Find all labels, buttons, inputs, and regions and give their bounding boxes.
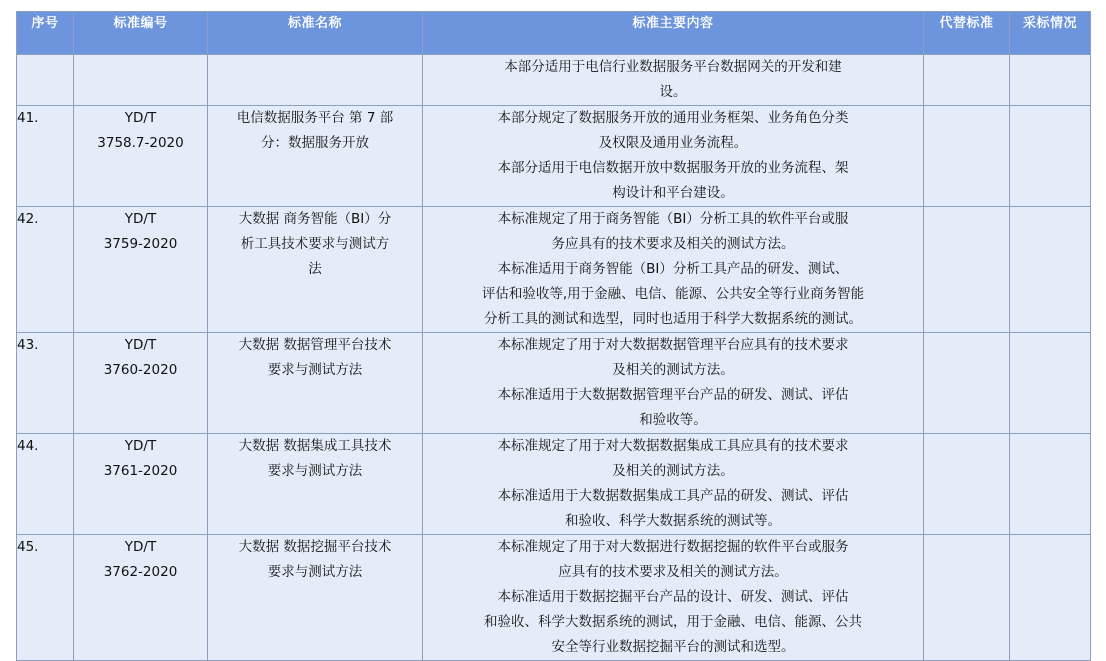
content-paragraph	[438, 207, 908, 257]
content-line: 及权限及通用业务流程。	[598, 135, 748, 151]
table-row	[17, 106, 1091, 207]
cell-standard-name	[208, 106, 423, 207]
cell-adoption-status	[1010, 333, 1091, 434]
cell-main-content	[423, 434, 924, 535]
cell-adoption-status	[1010, 535, 1091, 661]
content-line: 分析工具的测试和选型，同时也适用于科学大数据系统的测试。	[484, 311, 862, 327]
content-line: 安全等行业数据挖掘平台的测试和选型。	[551, 639, 795, 655]
content-line: 和验收、科学大数据系统的测试等。	[565, 513, 781, 529]
content-line: 构设计和平台建设。	[612, 185, 734, 201]
content-paragraph	[438, 585, 908, 660]
cell-main-content	[423, 535, 924, 661]
content-line: 本标准适用于大数据数据集成工具产品的研发、测试、评估	[497, 488, 849, 504]
standard-name-line: 电信数据服务平台 第 7 部	[236, 110, 394, 126]
cell-serial-number: 42.	[17, 207, 74, 333]
content-paragraph	[438, 484, 908, 534]
content-line: 本标准适用于商务智能（BI）分析工具产品的研发、测试、	[497, 261, 849, 277]
cell-serial-number	[17, 55, 74, 106]
content-paragraph	[438, 156, 908, 206]
table-body	[17, 55, 1091, 661]
cell-adoption-status	[1010, 55, 1091, 106]
table-row	[17, 535, 1091, 661]
cell-replaced-standard	[924, 434, 1010, 535]
standard-code-line: 3759-2020	[103, 236, 178, 252]
content-line: 和验收等。	[639, 412, 707, 428]
content-paragraph	[438, 434, 908, 484]
standard-code-line: YD/T	[124, 337, 157, 353]
content-line: 本部分适用于电信行业数据服务平台数据网关的开发和建	[504, 59, 842, 75]
content-line: 务应具有的技术要求及相关的测试方法。	[551, 236, 795, 252]
standard-code-line: YD/T	[124, 211, 157, 227]
cell-replaced-standard	[924, 333, 1010, 434]
standard-name-line: 析工具技术要求与测试方	[240, 236, 390, 252]
cell-replaced-standard	[924, 535, 1010, 661]
content-line: 设。	[659, 84, 687, 100]
table-row	[17, 55, 1091, 106]
cell-main-content	[423, 207, 924, 333]
cell-serial-number: 41.	[17, 106, 74, 207]
content-line: 和验收、科学大数据系统的测试，用于金融、电信、能源、公共	[484, 614, 862, 630]
cell-main-content	[423, 106, 924, 207]
table-header-row	[17, 12, 1091, 55]
content-line: 本部分规定了数据服务开放的通用业务框架、业务角色分类	[497, 110, 849, 126]
content-line: 本标准适用于大数据数据管理平台产品的研发、测试、评估	[497, 387, 849, 403]
standard-name-line: 要求与测试方法	[267, 463, 363, 479]
header-standard-name: 标准名称	[208, 12, 423, 55]
content-paragraph	[438, 257, 908, 332]
header-standard-code: 标准编号	[74, 12, 208, 55]
content-line: 及相关的测试方法。	[612, 463, 734, 479]
cell-serial-number: 45.	[17, 535, 74, 661]
content-paragraph	[438, 333, 908, 383]
content-line: 应具有的技术要求及相关的测试方法。	[558, 564, 788, 580]
cell-standard-code	[74, 535, 208, 661]
content-paragraph	[438, 55, 908, 105]
standard-code-line: 3758.7-2020	[97, 135, 184, 151]
cell-serial-number: 44.	[17, 434, 74, 535]
cell-standard-code	[74, 55, 208, 106]
standard-name-line: 法	[308, 261, 322, 277]
header-adoption-status: 采标情况	[1010, 12, 1091, 55]
content-line: 本部分适用于电信数据开放中数据服务开放的业务流程、架	[497, 160, 849, 176]
standard-code-line: 3761-2020	[103, 463, 178, 479]
table-row	[17, 207, 1091, 333]
content-paragraph	[438, 535, 908, 585]
standard-code-line: 3760-2020	[103, 362, 178, 378]
cell-standard-code	[74, 207, 208, 333]
standard-name-line: 大数据 数据挖掘平台技术	[238, 539, 392, 555]
cell-serial-number: 43.	[17, 333, 74, 434]
cell-standard-name	[208, 207, 423, 333]
cell-adoption-status	[1010, 207, 1091, 333]
cell-adoption-status	[1010, 106, 1091, 207]
standard-name-line: 大数据 数据集成工具技术	[238, 438, 392, 454]
cell-standard-code	[74, 434, 208, 535]
cell-main-content	[423, 55, 924, 106]
standard-code-line: YD/T	[124, 438, 157, 454]
content-line: 评估和验收等,用于金融、电信、能源、公共安全等行业商务智能	[481, 286, 865, 302]
cell-replaced-standard	[924, 106, 1010, 207]
cell-replaced-standard	[924, 207, 1010, 333]
cell-standard-code	[74, 106, 208, 207]
cell-standard-code	[74, 333, 208, 434]
standard-code-line: YD/T	[124, 110, 157, 126]
cell-standard-name	[208, 55, 423, 106]
content-paragraph	[438, 383, 908, 433]
content-line: 及相关的测试方法。	[612, 362, 734, 378]
cell-replaced-standard	[924, 55, 1010, 106]
header-serial-number: 序号	[17, 12, 74, 55]
cell-main-content	[423, 333, 924, 434]
standard-name-line: 要求与测试方法	[267, 362, 363, 378]
content-line: 本标准规定了用于对大数据进行数据挖掘的软件平台或服务	[497, 539, 849, 555]
content-line: 本标准适用于数据挖掘平台产品的设计、研发、测试、评估	[497, 589, 849, 605]
content-line: 本标准规定了用于商务智能（BI）分析工具的软件平台或服	[497, 211, 849, 227]
standard-name-line: 大数据 商务智能（BI）分	[238, 211, 392, 227]
table-row	[17, 333, 1091, 434]
standard-name-line: 大数据 数据管理平台技术	[238, 337, 392, 353]
content-line: 本标准规定了用于对大数据数据集成工具应具有的技术要求	[497, 438, 849, 454]
table-row	[17, 434, 1091, 535]
standard-code-line: YD/T	[124, 539, 157, 555]
header-replaced-standard: 代替标准	[924, 12, 1010, 55]
cell-standard-name	[208, 434, 423, 535]
standards-table	[16, 11, 1091, 661]
standard-name-line: 分：数据服务开放	[261, 135, 369, 151]
header-main-content: 标准主要内容	[423, 12, 924, 55]
standard-name-line: 要求与测试方法	[267, 564, 363, 580]
cell-standard-name	[208, 333, 423, 434]
standard-code-line: 3762-2020	[103, 564, 178, 580]
content-paragraph	[438, 106, 908, 156]
cell-standard-name	[208, 535, 423, 661]
content-line: 本标准规定了用于对大数据数据管理平台应具有的技术要求	[497, 337, 849, 353]
cell-adoption-status	[1010, 434, 1091, 535]
